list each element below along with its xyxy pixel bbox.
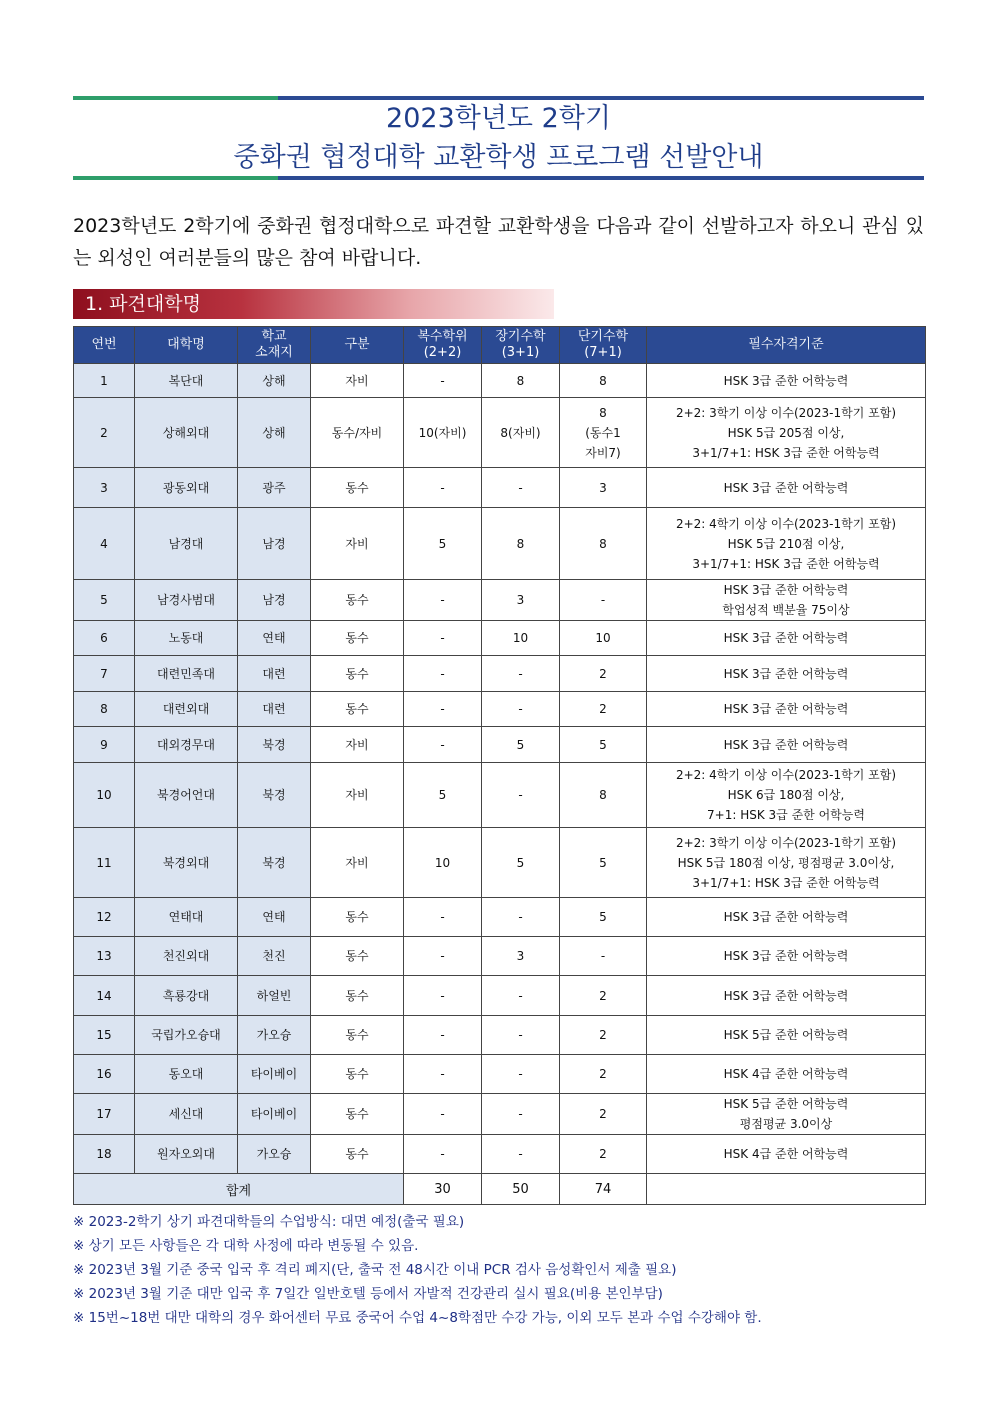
cell-dual: - (404, 656, 482, 692)
note-item: ※ 2023년 3월 기준 대만 입국 후 7일간 일반호텔 등에서 자발적 건강관리 실시 필요(비용 본인부담) (73, 1286, 663, 1302)
cell-dual: - (404, 468, 482, 508)
cell-type: 동수 (311, 621, 404, 656)
cell-requirements-line: HSK 3급 준한 어학능력 (723, 988, 849, 1003)
cell-requirements (647, 508, 926, 580)
cell-no: 2 (74, 398, 135, 468)
cell-requirements-line: HSK 5급 준한 어학능력 (723, 1097, 849, 1111)
cell-location: 연태 (238, 898, 311, 937)
cell-requirements-line: 2+2: 3학기 이상 이수(2023-1학기 포함) (675, 835, 897, 850)
cell-short (560, 468, 647, 508)
cell-short-line: - (600, 593, 606, 607)
cell-requirements-line: HSK 4급 준한 어학능력 (723, 1147, 849, 1161)
cell-requirements (647, 580, 926, 621)
cell-short (560, 763, 647, 828)
cell-requirements-line: HSK 3급 준한 어학능력 (723, 631, 849, 645)
cell-school: 세신대 (135, 1094, 238, 1135)
table-row (74, 828, 926, 898)
note-item: ※ 2023년 3월 기준 중국 입국 후 격리 폐지(단, 출국 전 48시간 이내 PCR 검사 음성확인서 제출 필요) (73, 1262, 677, 1278)
cell-no: 1 (74, 364, 135, 398)
cell-location: 연태 (238, 621, 311, 656)
cell-long: 10 (482, 621, 560, 656)
cell-requirements-line: HSK 4급 준한 어학능력 (723, 1067, 849, 1081)
header-school: 대학명 (135, 327, 238, 364)
table-row (74, 656, 926, 692)
table-row (74, 1016, 926, 1055)
cell-no: 4 (74, 508, 135, 580)
header-location: 학교 소재지 (238, 327, 311, 364)
cell-requirements-line: HSK 6급 180점 이상, (727, 788, 845, 802)
cell-dual: - (404, 937, 482, 976)
cell-short (560, 1135, 647, 1174)
cell-requirements (647, 364, 926, 398)
cell-short (560, 508, 647, 580)
cell-short (560, 1016, 647, 1055)
cell-requirements (647, 398, 926, 468)
table-row (74, 621, 926, 656)
cell-requirements-line: HSK 3급 준한 어학능력 (723, 702, 849, 716)
cell-location: 북경 (238, 727, 311, 763)
cell-type: 동수 (311, 898, 404, 937)
cell-short-line: 2 (599, 666, 607, 681)
cell-short (560, 364, 647, 398)
table-row (74, 364, 926, 398)
cell-location: 가오슝 (238, 1135, 311, 1174)
cell-requirements-line: 3+1/7+1: HSK 3급 준한 어학능력 (692, 445, 880, 460)
cell-requirements (647, 828, 926, 898)
cell-long: 3 (482, 937, 560, 976)
cell-location: 북경 (238, 763, 311, 828)
cell-type: 동수 (311, 1016, 404, 1055)
cell-requirements (647, 1016, 926, 1055)
title-bottom-rule-blue (278, 176, 924, 180)
cell-dual: - (404, 727, 482, 763)
cell-short (560, 898, 647, 937)
cell-requirements (647, 1055, 926, 1094)
cell-no: 3 (74, 468, 135, 508)
cell-short (560, 976, 647, 1016)
cell-long: 5 (482, 727, 560, 763)
table-row (74, 1135, 926, 1174)
cell-requirements (647, 937, 926, 976)
table-row (74, 508, 926, 580)
cell-dual: 10 (404, 828, 482, 898)
cell-short-line: 5 (599, 910, 607, 924)
cell-type: 동수 (311, 1094, 404, 1135)
cell-school: 북경외대 (135, 828, 238, 898)
cell-requirements-line: HSK 3급 준한 어학능력 (723, 666, 849, 681)
cell-school: 북경어언대 (135, 763, 238, 828)
cell-short (560, 1055, 647, 1094)
title-top-rule-green (73, 96, 278, 100)
title-top-rule-blue (278, 96, 924, 100)
cell-long: - (482, 692, 560, 727)
total-long: 50 (482, 1174, 560, 1205)
cell-requirements-line: HSK 5급 210점 이상, (727, 536, 845, 551)
cell-dual: - (404, 580, 482, 621)
cell-requirements-line: HSK 3급 준한 어학능력 (723, 737, 849, 752)
cell-short-line: 2 (599, 702, 607, 716)
cell-short-line: 8 (599, 536, 607, 551)
cell-type: 동수 (311, 656, 404, 692)
title-bottom-rule-green (73, 176, 278, 180)
cell-type: 동수/자비 (311, 398, 404, 468)
cell-short-line: - (600, 949, 606, 963)
cell-short-line: 8 (599, 405, 607, 420)
table-row (74, 763, 926, 828)
cell-dual: - (404, 1055, 482, 1094)
table-row (74, 976, 926, 1016)
table-row (74, 727, 926, 763)
cell-no: 17 (74, 1094, 135, 1135)
cell-short-line: 2 (599, 1107, 607, 1121)
cell-location: 가오슝 (238, 1016, 311, 1055)
total-req-empty (647, 1174, 926, 1205)
cell-type: 동수 (311, 580, 404, 621)
cell-requirements-line: 2+2: 4학기 이상 이수(2023-1학기 포함) (675, 516, 897, 531)
cell-requirements (647, 763, 926, 828)
cell-requirements-line: 2+2: 3학기 이상 이수(2023-1학기 포함) (675, 405, 897, 420)
cell-requirements-line: 3+1/7+1: HSK 3급 준한 어학능력 (692, 875, 880, 890)
header-dual-degree: 복수학위 (2+2) (404, 327, 482, 364)
table-row (74, 580, 926, 621)
cell-location: 천진 (238, 937, 311, 976)
cell-no: 12 (74, 898, 135, 937)
cell-location: 타이베이 (238, 1094, 311, 1135)
cell-no: 5 (74, 580, 135, 621)
table-row (74, 937, 926, 976)
cell-requirements-line: 7+1: HSK 3급 준한 어학능력 (707, 808, 865, 822)
cell-short-line: 2 (599, 1067, 607, 1081)
cell-short-line: 자비7) (585, 445, 621, 460)
cell-type: 자비 (311, 763, 404, 828)
table-row (74, 468, 926, 508)
cell-requirements (647, 976, 926, 1016)
cell-dual: 5 (404, 508, 482, 580)
note-item: ※ 15번~18번 대만 대학의 경우 화어센터 무료 중국어 수업 4~8학점만 수강 가능, 이외 모두 본과 수업 수강해야 함. (73, 1310, 762, 1326)
cell-location: 대련 (238, 692, 311, 727)
note-item: ※ 상기 모든 사항들은 각 대학 사정에 따라 변동될 수 있음. (73, 1238, 419, 1254)
cell-school: 국립가오슝대 (135, 1016, 238, 1055)
cell-requirements (647, 692, 926, 727)
university-table (73, 326, 926, 1205)
header-short-term: 단기수학 (7+1) (560, 327, 647, 364)
cell-requirements-line: 학업성적 백분율 75이상 (722, 603, 850, 617)
cell-location: 상해 (238, 364, 311, 398)
title-bottom-rule (73, 176, 924, 180)
cell-location: 북경 (238, 828, 311, 898)
cell-short-line: (동수1 (585, 425, 621, 440)
cell-requirements-line: HSK 3급 준한 어학능력 (723, 373, 849, 388)
cell-long: - (482, 1055, 560, 1094)
cell-long: 3 (482, 580, 560, 621)
cell-requirements-line: HSK 5급 준한 어학능력 (723, 1028, 849, 1042)
cell-location: 남경 (238, 508, 311, 580)
cell-requirements-line: 3+1/7+1: HSK 3급 준한 어학능력 (692, 556, 880, 571)
cell-school: 대외경무대 (135, 727, 238, 763)
cell-school: 대련민족대 (135, 656, 238, 692)
cell-short (560, 580, 647, 621)
cell-short-line: 8 (599, 373, 607, 388)
cell-long: - (482, 656, 560, 692)
cell-long: - (482, 898, 560, 937)
cell-school: 연태대 (135, 898, 238, 937)
cell-school: 노동대 (135, 621, 238, 656)
cell-no: 11 (74, 828, 135, 898)
table-row (74, 1055, 926, 1094)
header-long-term: 장기수학 (3+1) (482, 327, 560, 364)
cell-school: 흑룡강대 (135, 976, 238, 1016)
cell-requirements (647, 468, 926, 508)
table-header-row (74, 327, 926, 364)
cell-school: 남경대 (135, 508, 238, 580)
cell-dual: - (404, 621, 482, 656)
cell-short (560, 937, 647, 976)
cell-type: 자비 (311, 727, 404, 763)
cell-type: 동수 (311, 1055, 404, 1094)
cell-no: 14 (74, 976, 135, 1016)
page-title-line2: 중화권 협정대학 교환학생 프로그램 선발안내 (233, 142, 764, 173)
note-item: ※ 2023-2학기 상기 파견대학들의 수업방식: 대면 예정(출국 필요) (73, 1214, 465, 1230)
cell-dual: - (404, 364, 482, 398)
cell-requirements-line: HSK 3급 준한 어학능력 (723, 949, 849, 963)
cell-no: 15 (74, 1016, 135, 1055)
cell-type: 동수 (311, 976, 404, 1016)
cell-short (560, 398, 647, 468)
cell-requirements-line: HSK 3급 준한 어학능력 (723, 583, 849, 597)
cell-location: 하얼빈 (238, 976, 311, 1016)
cell-no: 7 (74, 656, 135, 692)
cell-requirements (647, 1094, 926, 1135)
cell-requirements-line: HSK 3급 준한 어학능력 (723, 910, 849, 924)
cell-requirements (647, 621, 926, 656)
cell-requirements (647, 898, 926, 937)
section-heading-bar (73, 289, 554, 319)
cell-type: 동수 (311, 468, 404, 508)
cell-requirements (647, 656, 926, 692)
cell-no: 6 (74, 621, 135, 656)
cell-short (560, 1094, 647, 1135)
notes-list (73, 1210, 933, 1330)
cell-long: - (482, 976, 560, 1016)
cell-long: - (482, 1094, 560, 1135)
table-row (74, 898, 926, 937)
cell-dual: 10(자비) (404, 398, 482, 468)
cell-type: 동수 (311, 692, 404, 727)
cell-dual: - (404, 1135, 482, 1174)
cell-school: 상해외대 (135, 398, 238, 468)
cell-dual: - (404, 692, 482, 727)
cell-no: 16 (74, 1055, 135, 1094)
cell-short (560, 692, 647, 727)
cell-location: 상해 (238, 398, 311, 468)
cell-requirements-line: HSK 5급 180점 이상, 평점평균 3.0이상, (677, 855, 895, 870)
cell-short (560, 727, 647, 763)
cell-short (560, 656, 647, 692)
title-top-rule (73, 96, 924, 100)
cell-short-line: 10 (595, 631, 611, 645)
total-label: 합계 (74, 1174, 404, 1205)
cell-requirements-line: 2+2: 4학기 이상 이수(2023-1학기 포함) (675, 768, 897, 782)
cell-no: 8 (74, 692, 135, 727)
cell-short-line: 2 (599, 988, 607, 1003)
cell-type: 자비 (311, 364, 404, 398)
cell-requirements-line: 평점평균 3.0이상 (739, 1117, 833, 1131)
cell-school: 천진외대 (135, 937, 238, 976)
cell-dual: - (404, 1094, 482, 1135)
cell-short (560, 621, 647, 656)
cell-location: 대련 (238, 656, 311, 692)
cell-school: 남경사범대 (135, 580, 238, 621)
table-row (74, 692, 926, 727)
cell-dual: - (404, 898, 482, 937)
header-type: 구분 (311, 327, 404, 364)
cell-no: 13 (74, 937, 135, 976)
cell-long: - (482, 1135, 560, 1174)
total-dual: 30 (404, 1174, 482, 1205)
intro-paragraph: 2023학년도 2학기에 중화권 협정대학으로 파견할 교환학생을 다음과 같이 선발하고자 하오니 관심 있는 외성인 여러분들의 많은 참여 바랍니다. (73, 215, 924, 269)
cell-short-line: 3 (599, 480, 607, 495)
cell-short-line: 2 (599, 1147, 607, 1161)
cell-long: - (482, 763, 560, 828)
cell-requirements (647, 1135, 926, 1174)
cell-school: 대련외대 (135, 692, 238, 727)
cell-no: 18 (74, 1135, 135, 1174)
cell-type: 동수 (311, 1135, 404, 1174)
cell-short-line: 8 (599, 788, 607, 802)
cell-no: 10 (74, 763, 135, 828)
section-heading-label: 1. 파견대학명 (85, 293, 201, 315)
cell-short (560, 828, 647, 898)
total-short: 74 (560, 1174, 647, 1205)
cell-long: 8 (482, 508, 560, 580)
cell-school: 원자오외대 (135, 1135, 238, 1174)
cell-short-line: 5 (599, 855, 607, 870)
header-no: 연번 (74, 327, 135, 364)
cell-long: - (482, 1016, 560, 1055)
cell-requirements-line: HSK 5급 205점 이상, (727, 425, 845, 440)
cell-requirements (647, 727, 926, 763)
cell-long: 8(자비) (482, 398, 560, 468)
cell-dual: 5 (404, 763, 482, 828)
cell-school: 동오대 (135, 1055, 238, 1094)
cell-long: 8 (482, 364, 560, 398)
cell-requirements-line: HSK 3급 준한 어학능력 (723, 480, 849, 495)
table-row (74, 398, 926, 468)
cell-location: 타이베이 (238, 1055, 311, 1094)
header-requirements: 필수자격기준 (647, 327, 926, 364)
cell-long: 5 (482, 828, 560, 898)
cell-school: 복단대 (135, 364, 238, 398)
page-title-line1: 2023학년도 2학기 (386, 103, 611, 134)
cell-no: 9 (74, 727, 135, 763)
cell-school: 광동외대 (135, 468, 238, 508)
cell-short-line: 5 (599, 737, 607, 752)
cell-type: 자비 (311, 508, 404, 580)
table-row (74, 1094, 926, 1135)
cell-long: - (482, 468, 560, 508)
cell-location: 광주 (238, 468, 311, 508)
cell-dual: - (404, 1016, 482, 1055)
table-total-row (74, 1174, 926, 1205)
cell-dual: - (404, 976, 482, 1016)
cell-type: 자비 (311, 828, 404, 898)
cell-short-line: 2 (599, 1028, 607, 1042)
cell-type: 동수 (311, 937, 404, 976)
cell-location: 남경 (238, 580, 311, 621)
